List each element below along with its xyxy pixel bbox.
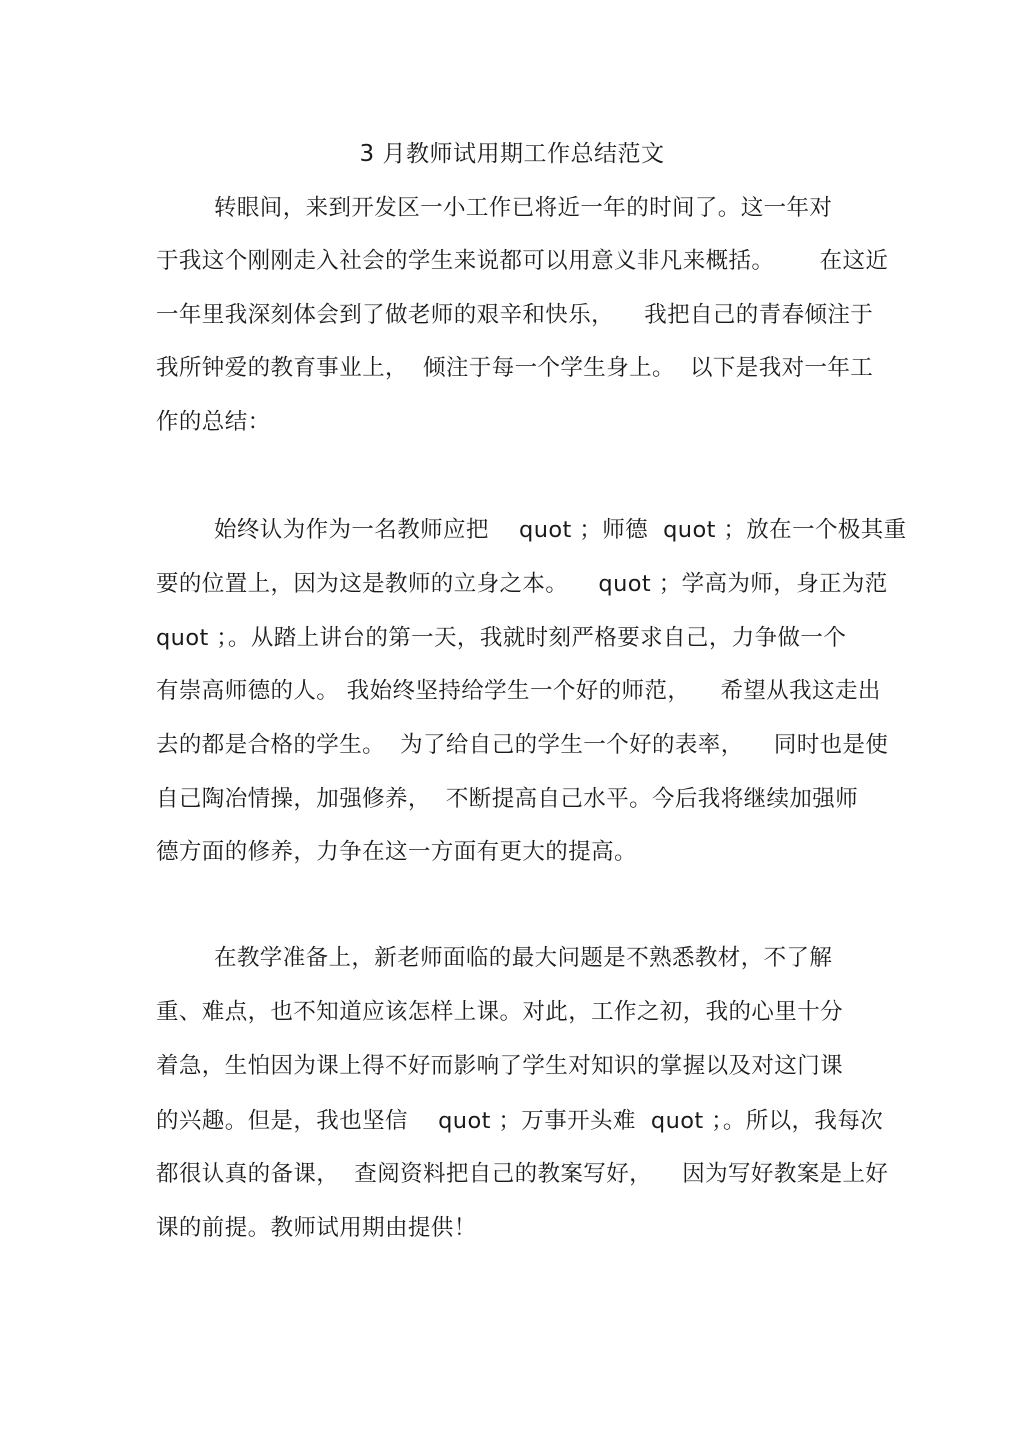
paragraph-1-line-4: 我所钟爱的教育事业上， 倾注于每一个学生身上。 以下是我对一年工: [156, 355, 874, 381]
paragraph-2-line-4: 有崇高师德的人。 我始终坚持给学生一个好的师范， 希望从我这走出: [156, 678, 881, 704]
paragraph-3-line-6: 课的前提。教师试用期由提供！: [156, 1215, 477, 1241]
paragraph-2-line-1: 始终认为作为一名教师应把 quot ；师德 quot ；放在一个极其重: [214, 517, 907, 543]
paragraph-3-line-2: 重、难点，也不知道应该怎样上课。对此，工作之初，我的心里十分: [156, 999, 844, 1025]
paragraph-3-line-3: 着急，生怕因为课上得不好而影响了学生对知识的掌握以及对这门课: [156, 1053, 844, 1079]
paragraph-2-line-2: 要的位置上，因为这是教师的立身之本。 quot ；学高为师，身正为范: [156, 571, 888, 597]
paragraph-2-line-6: 自己陶冶情操，加强修养， 不断提高自己水平。今后我将继续加强师: [156, 786, 859, 812]
paragraph-2-line-5: 去的都是合格的学生。 为了给自己的学生一个好的表率， 同时也是使: [156, 732, 889, 758]
document-title: 3 月教师试用期工作总结范文: [359, 141, 665, 167]
paragraph-1-line-3: 一年里我深刻体会到了做老师的艰辛和快乐， 我把自己的青春倾注于: [156, 302, 874, 328]
paragraph-2-line-7: 德方面的修养，力争在这一方面有更大的提高。: [156, 839, 637, 865]
paragraph-3-line-5: 都很认真的备课， 查阅资料把自己的教案写好， 因为写好教案是上好: [156, 1161, 889, 1187]
paragraph-2-line-3: quot ；。从踏上讲台的第一天，我就时刻严格要求自己，力争做一个: [156, 625, 847, 651]
paragraph-1-line-1: 转眼间，来到开发区一小工作已将近一年的时间了。这一年对: [214, 195, 833, 221]
paragraph-1-line-5: 作的总结：: [156, 409, 271, 435]
paragraph-3-line-1: 在教学准备上，新老师面临的最大问题是不熟悉教材，不了解: [214, 945, 833, 971]
paragraph-1-line-2: 于我这个刚刚走入社会的学生来说都可以用意义非凡来概括。 在这近: [156, 248, 889, 274]
paragraph-3-line-4: 的兴趣。但是，我也坚信 quot ；万事开头难 quot ；。所以，我每次: [156, 1108, 884, 1134]
